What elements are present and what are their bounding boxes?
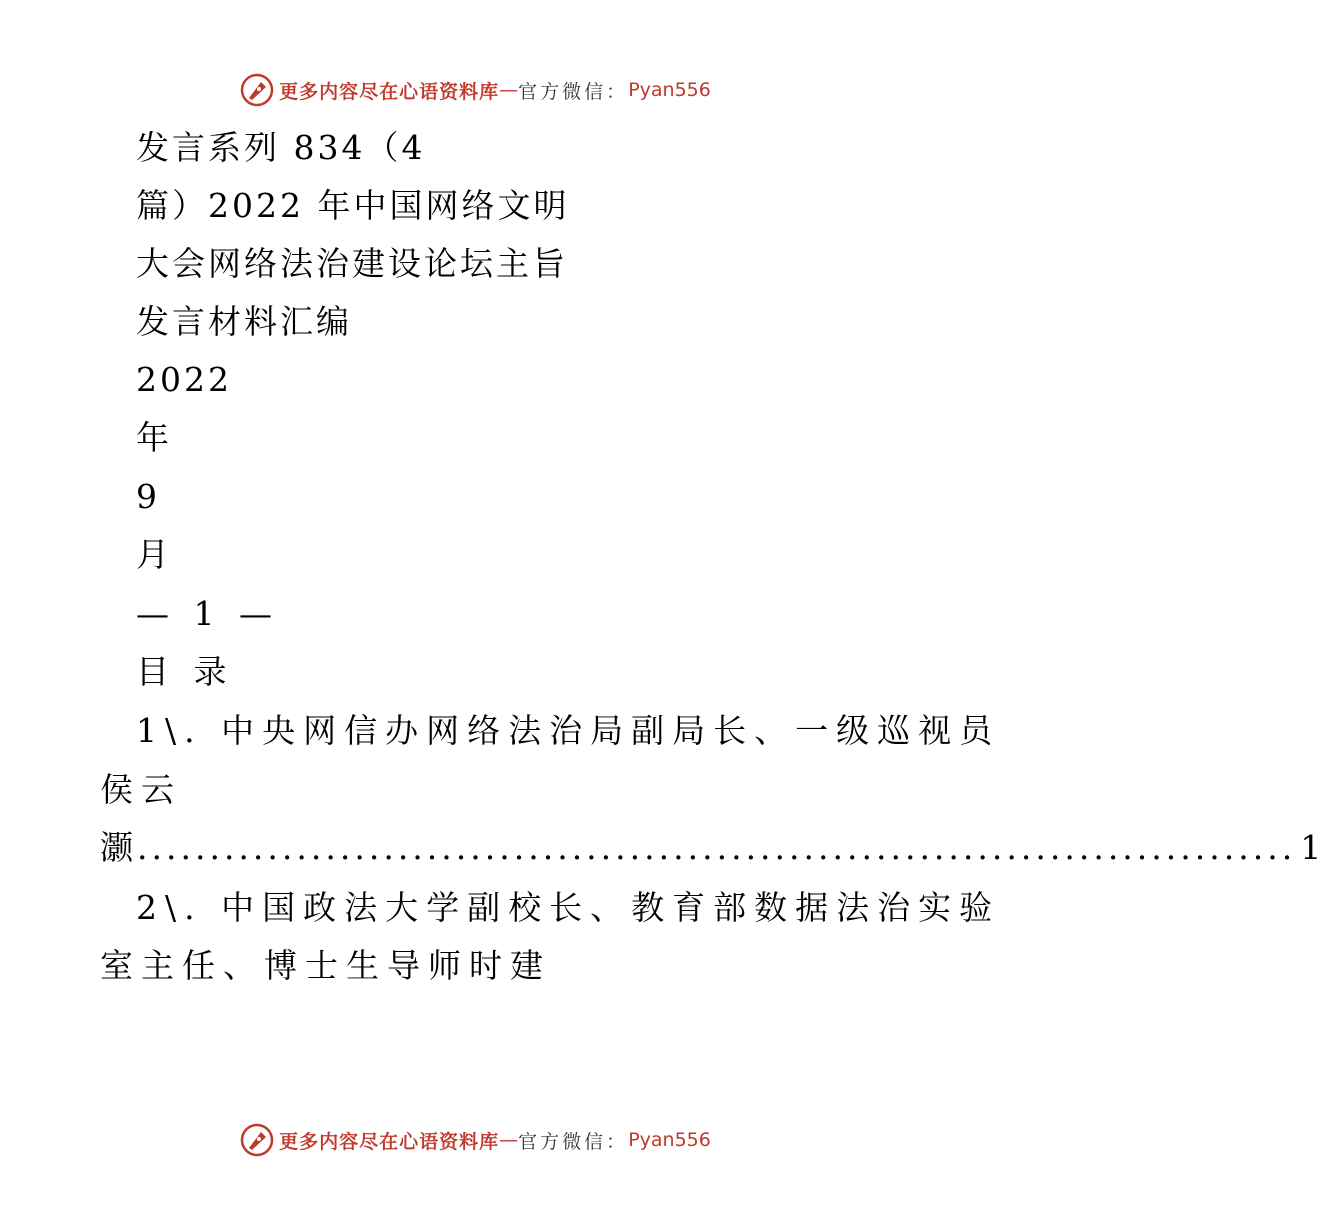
header-watermark xyxy=(0,70,950,110)
toc-entry-2-line-1: 2\. 中国政法大学副校长、教育部数据法治实验 xyxy=(136,888,1001,927)
toc-heading: 目 录 xyxy=(136,652,234,691)
toc-entry-1-line-1: 1\. 中央网信办网络法治局副局长、一级巡视员 xyxy=(136,711,1001,750)
toc-entry-2-line-2: 室主任、博士生导师时建 xyxy=(100,946,551,985)
watermark-wechat-id: Pyan556 xyxy=(628,1129,711,1151)
date-year-char: 年 xyxy=(136,418,172,457)
watermark-brand: 更多内容尽在心语资料库 xyxy=(279,1130,500,1153)
watermark-dash: — xyxy=(499,1129,519,1151)
page-number: — 1 — xyxy=(136,594,279,633)
date-year: 2022 xyxy=(136,360,232,399)
title-line-1: 发言系列 834（4 xyxy=(136,128,426,167)
toc-entry-1-leader xyxy=(100,828,1321,868)
title-line-2: 篇）2022 年中国网络文明 xyxy=(136,186,570,225)
watermark-dash: — xyxy=(499,79,519,101)
pen-nib-logo-icon xyxy=(239,1122,275,1158)
toc-entry-1-line-2: 侯云 xyxy=(100,770,182,809)
toc-dot-leader: ................................................................................ xyxy=(137,828,1297,867)
date-month: 9 xyxy=(136,477,160,516)
watermark-brand: 更多内容尽在心语资料库 xyxy=(279,80,500,103)
watermark-wechat-id: Pyan556 xyxy=(628,79,711,101)
watermark-label: 官方微信： xyxy=(518,80,629,103)
date-month-char: 月 xyxy=(136,535,172,574)
toc-entry-1-page: 1 xyxy=(1300,828,1321,867)
footer-watermark xyxy=(0,1120,950,1160)
title-line-3: 大会网络法治建设论坛主旨 xyxy=(136,244,568,283)
toc-entry-1-last-word: 灏 xyxy=(100,828,133,867)
pen-nib-logo-icon xyxy=(239,72,275,108)
title-line-4: 发言材料汇编 xyxy=(136,302,352,341)
watermark-label: 官方微信： xyxy=(518,1130,629,1153)
